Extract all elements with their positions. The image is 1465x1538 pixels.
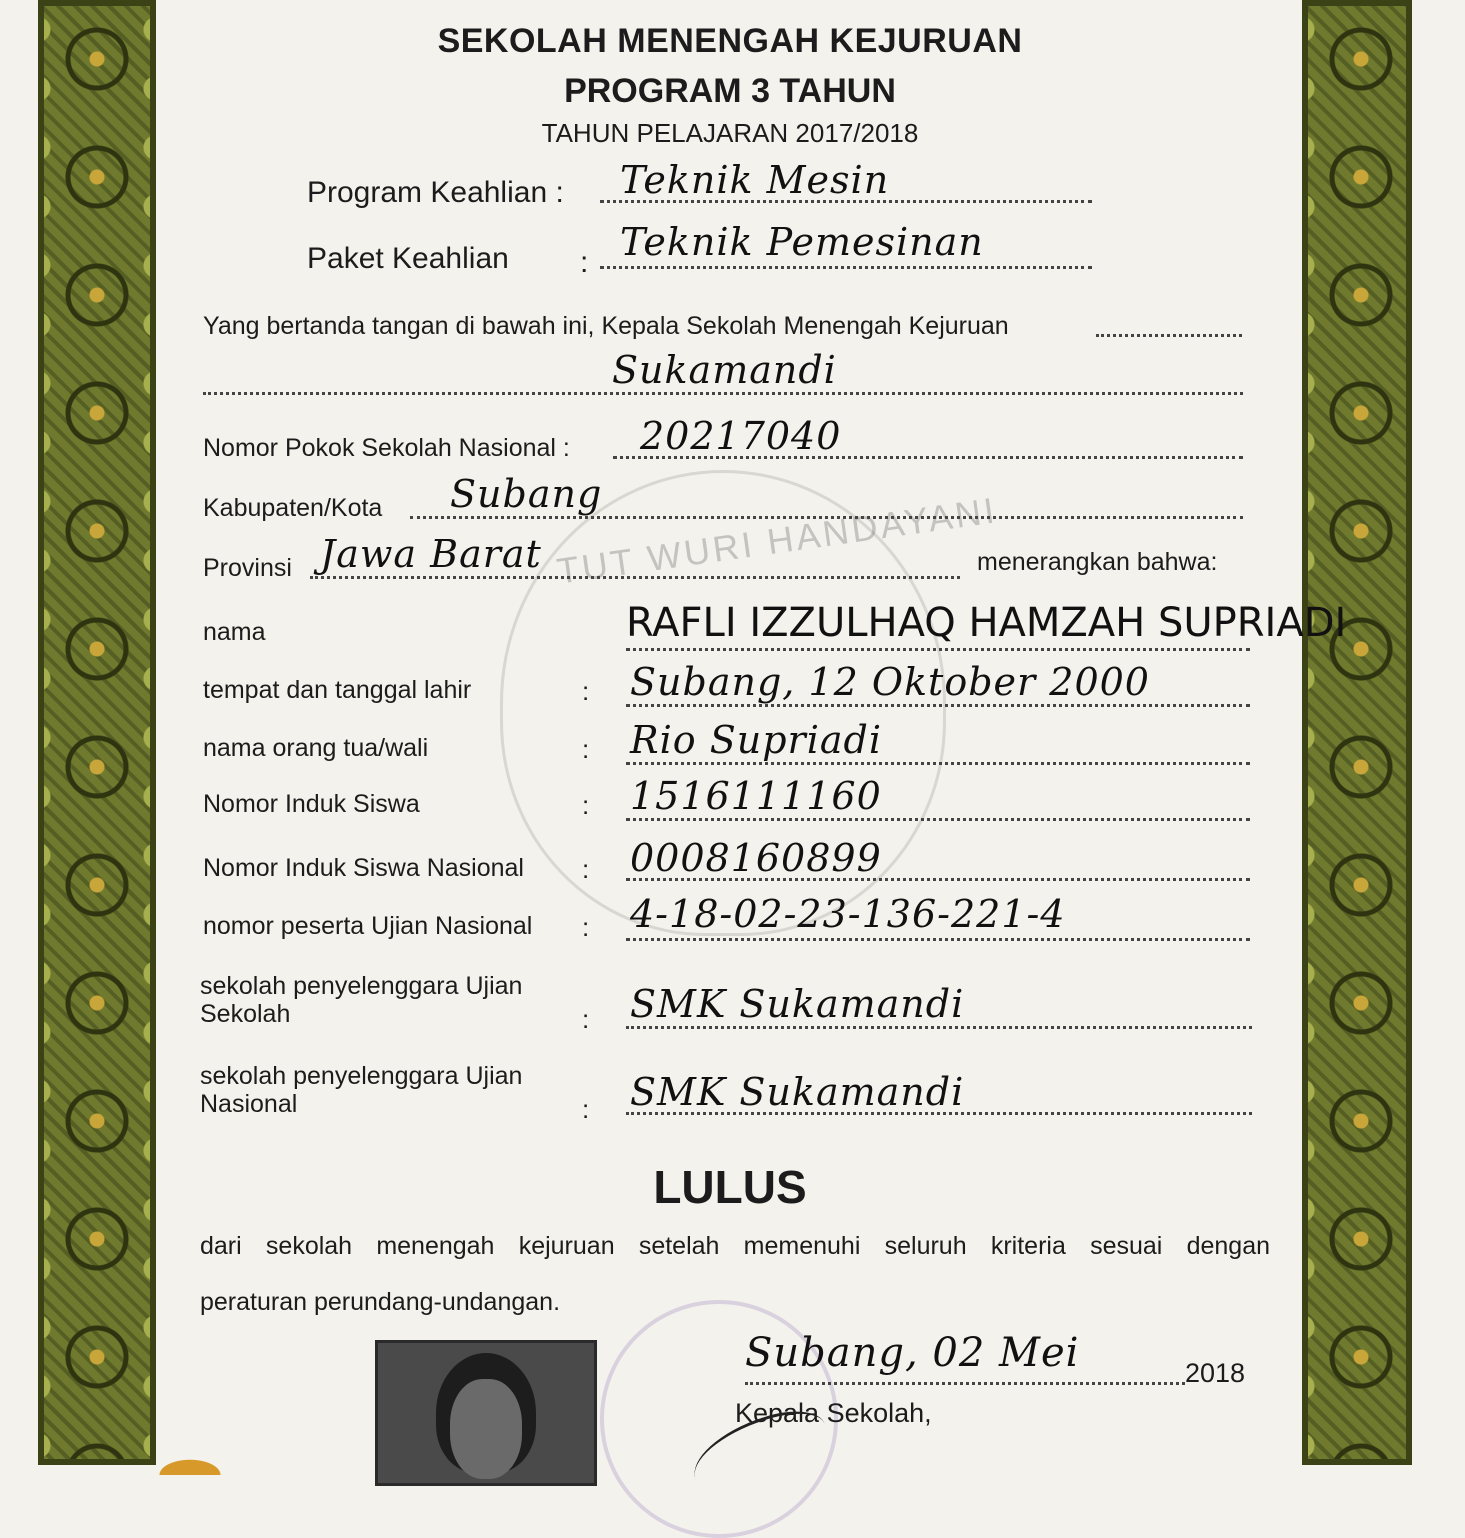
ornamental-border-right bbox=[1302, 0, 1412, 1465]
signature-title: Kepala Sekolah, bbox=[735, 1398, 932, 1428]
paket-keahlian-value: Teknik Pemesinan bbox=[620, 220, 984, 264]
statement-line2: peraturan perundang-undangan. bbox=[200, 1288, 561, 1316]
certificate-page bbox=[160, 0, 1347, 1465]
field-line-nis bbox=[626, 818, 1250, 821]
exam-school-nasional-label-line2: Nasional bbox=[200, 1090, 298, 1118]
watermark-seal-text: TUT WURI HANDAYANI bbox=[554, 489, 1000, 592]
school-name-value: Sukamandi bbox=[612, 348, 837, 392]
intro-text: Yang bertanda tangan di bawah ini, Kepala Sekolah Menengah Kejuruan bbox=[203, 312, 1009, 340]
exam-school-nasional-label bbox=[200, 1062, 522, 1118]
school-type-title: SEKOLAH MENENGAH KEJURUAN bbox=[437, 22, 1023, 60]
field-colon-nopes: : bbox=[582, 912, 590, 942]
program-title: PROGRAM 3 TAHUN bbox=[564, 72, 896, 110]
paket-keahlian-line bbox=[600, 266, 1092, 269]
field-value-nopes: 4-18-02-23-136-221-4 bbox=[630, 892, 1066, 936]
signature-date-line bbox=[745, 1382, 1185, 1385]
exam-school-sekolah-value: SMK Sukamandi bbox=[630, 982, 965, 1026]
paket-keahlian-colon: : bbox=[580, 246, 589, 279]
exam-school-sekolah-label-line2: Sekolah bbox=[200, 1000, 291, 1028]
exam-school-nasional-colon: : bbox=[582, 1094, 590, 1124]
field-label-nama: nama bbox=[203, 618, 266, 646]
field-value-ortu: Rio Supriadi bbox=[630, 718, 883, 762]
exam-school-sekolah-label-line1: sekolah penyelenggara Ujian bbox=[200, 972, 523, 1000]
exam-school-nasional-label-line1: sekolah penyelenggara Ujian bbox=[200, 1062, 523, 1090]
exam-school-sekolah-label bbox=[200, 972, 522, 1028]
kabupaten-value: Subang bbox=[450, 472, 603, 516]
field-colon-nisn: : bbox=[582, 854, 590, 884]
exam-school-nasional-value: SMK Sukamandi bbox=[630, 1070, 965, 1114]
corner-logo bbox=[150, 1445, 250, 1475]
field-colon-ttl: : bbox=[582, 676, 590, 706]
field-label-ttl: tempat dan tanggal lahir bbox=[203, 676, 472, 704]
npsn-value: 20217040 bbox=[640, 414, 842, 458]
student-photo bbox=[375, 1340, 597, 1486]
result-lulus: LULUS bbox=[653, 1161, 807, 1213]
kabupaten-line bbox=[410, 516, 1243, 519]
program-keahlian-value: Teknik Mesin bbox=[620, 158, 890, 202]
ornamental-border-left bbox=[38, 0, 156, 1465]
field-line-nama bbox=[626, 648, 1250, 651]
school-name-line bbox=[203, 392, 1243, 395]
field-label-nisn: Nomor Induk Siswa Nasional bbox=[203, 854, 524, 882]
npsn-label: Nomor Pokok Sekolah Nasional : bbox=[203, 434, 570, 462]
field-line-ttl bbox=[626, 704, 1250, 707]
school-year: TAHUN PELAJARAN 2017/2018 bbox=[541, 118, 919, 148]
signature-year: 2018 bbox=[1185, 1358, 1246, 1388]
provinsi-value: Jawa Barat bbox=[320, 532, 542, 576]
provinsi-label: Provinsi bbox=[203, 554, 292, 582]
field-line-ortu bbox=[626, 762, 1250, 765]
provinsi-suffix: menerangkan bahwa: bbox=[977, 548, 1218, 576]
field-line-nopes bbox=[626, 938, 1250, 941]
field-value-nisn: 0008160899 bbox=[630, 836, 882, 880]
exam-school-sekolah-colon: : bbox=[582, 1004, 590, 1034]
field-value-nis: 1516111160 bbox=[630, 774, 882, 818]
field-colon-ortu: : bbox=[582, 734, 590, 764]
signature-place-date: Subang, 02 Mei bbox=[745, 1330, 1080, 1376]
field-label-nopes: nomor peserta Ujian Nasional bbox=[203, 912, 533, 940]
field-colon-nis: : bbox=[582, 790, 590, 820]
field-value-ttl: Subang, 12 Oktober 2000 bbox=[630, 660, 1150, 704]
paket-keahlian-label: Paket Keahlian bbox=[307, 242, 509, 275]
exam-school-sekolah-line bbox=[626, 1026, 1252, 1029]
kabupaten-label: Kabupaten/Kota bbox=[203, 494, 383, 522]
intro-line bbox=[1096, 334, 1242, 337]
field-label-nis: Nomor Induk Siswa bbox=[203, 790, 420, 818]
program-keahlian-label: Program Keahlian : bbox=[307, 176, 564, 209]
photo-face bbox=[450, 1379, 522, 1479]
field-label-ortu: nama orang tua/wali bbox=[203, 734, 429, 762]
provinsi-line bbox=[310, 576, 960, 579]
field-value-nama: RAFLI IZZULHAQ HAMZAH SUPRIADI bbox=[626, 600, 1347, 646]
statement-line1: dari sekolah menengah kejuruan setelah memenuhi seluruh kriteria sesuai dengan bbox=[200, 1232, 1270, 1260]
